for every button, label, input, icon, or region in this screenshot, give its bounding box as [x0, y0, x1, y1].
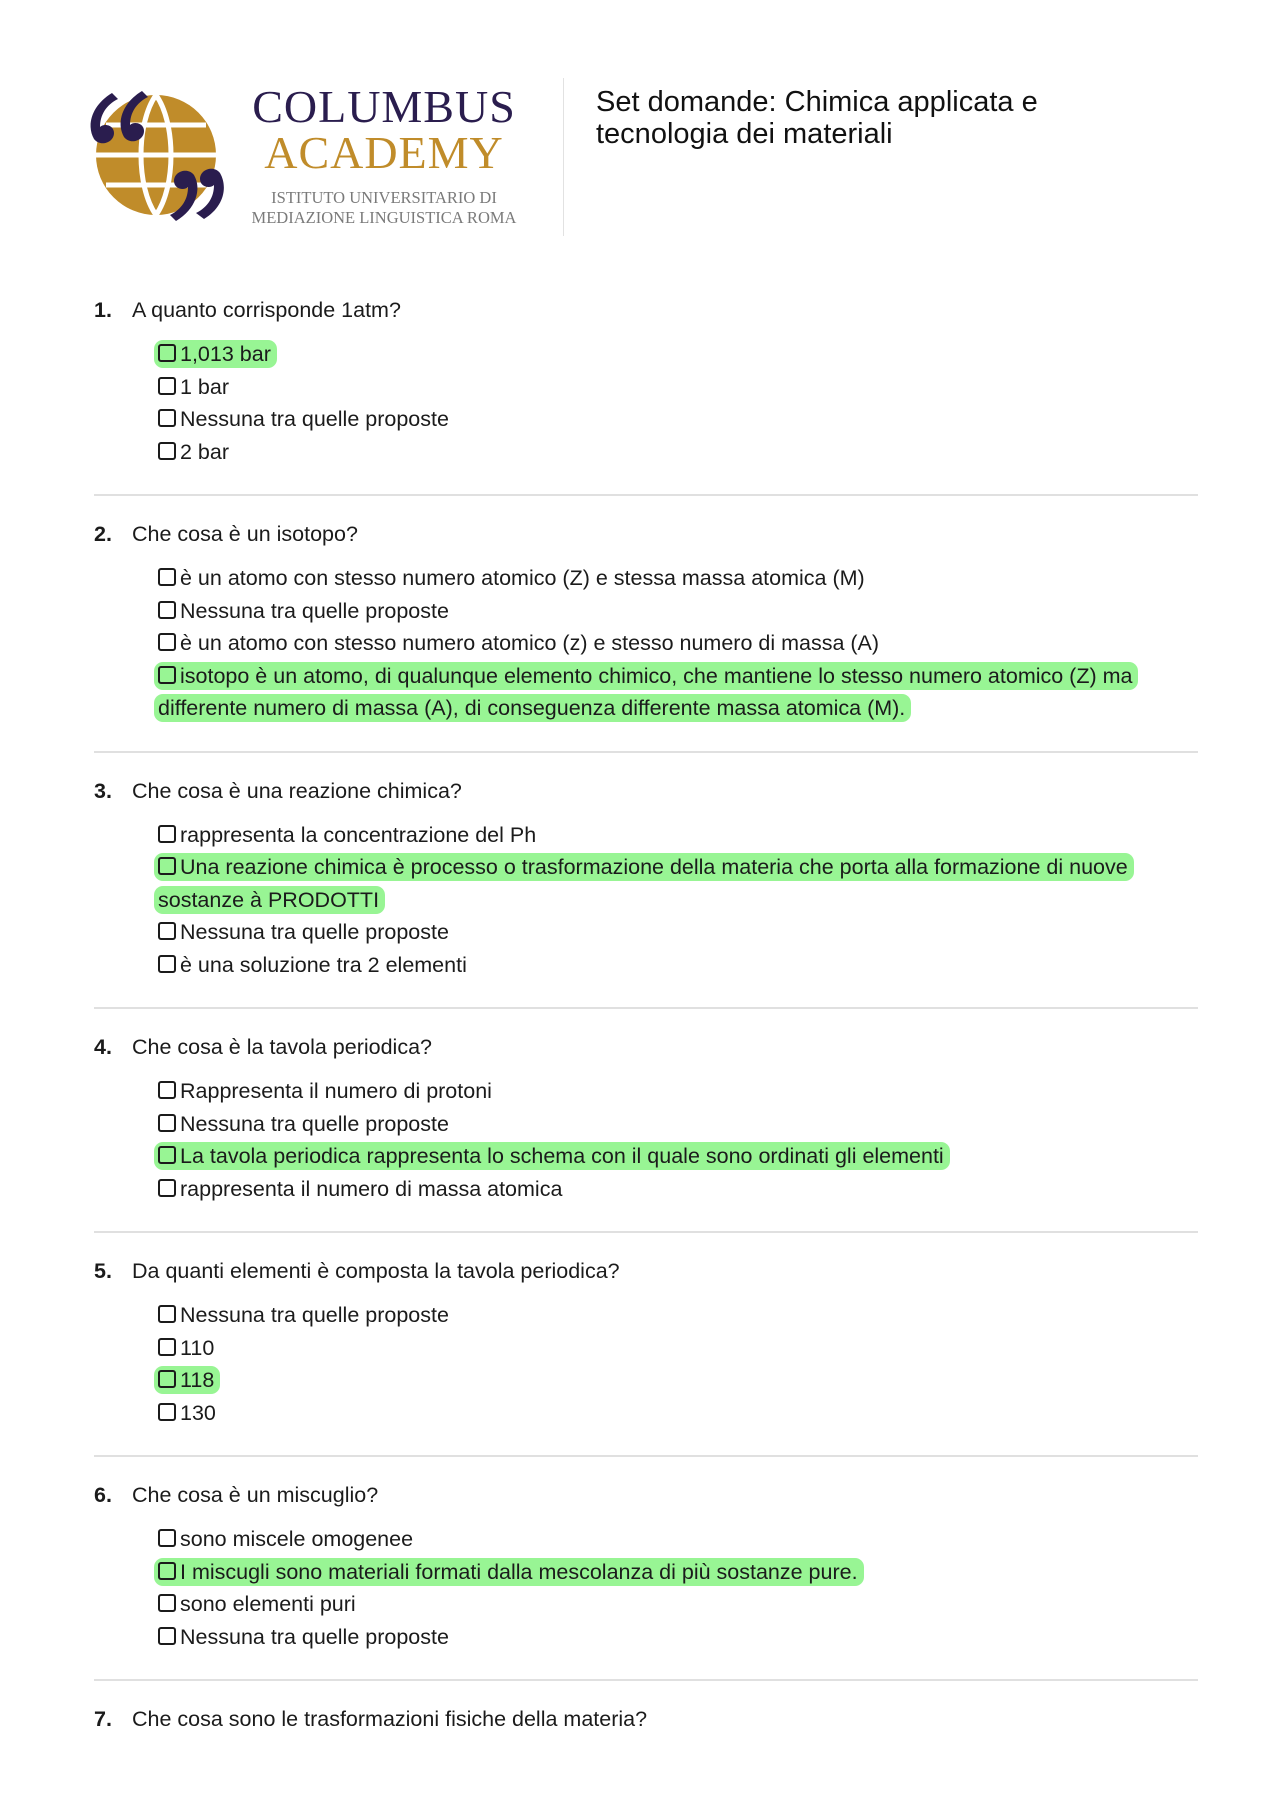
- question-header: [94, 773, 1198, 809]
- checkbox-icon[interactable]: [158, 857, 176, 875]
- checkbox-icon[interactable]: [158, 568, 176, 586]
- answer-options: [94, 1523, 1198, 1653]
- checkbox-icon[interactable]: [158, 601, 176, 619]
- question-text: Che cosa è la tavola periodica?: [132, 1035, 432, 1059]
- correct-answer-highlight: [154, 1558, 864, 1586]
- question-text: Che cosa è una reazione chimica?: [132, 778, 462, 803]
- answer-option[interactable]: [158, 1556, 1198, 1589]
- answer-option-label: Nessuna tra quelle proposte: [180, 598, 449, 623]
- checkbox-icon[interactable]: [158, 344, 176, 362]
- checkbox-icon[interactable]: [158, 1081, 176, 1099]
- question-number: 5.: [94, 1259, 112, 1283]
- checkbox-icon[interactable]: [158, 1562, 176, 1580]
- question-text: Che cosa è un miscuglio?: [132, 1483, 379, 1507]
- checkbox-icon[interactable]: [158, 633, 176, 651]
- answer-option-label: I miscugli sono materiali formati dalla mescolanza di più sostanze pure.: [180, 1559, 858, 1584]
- checkbox-icon[interactable]: [158, 666, 176, 684]
- answer-option[interactable]: [158, 1332, 1198, 1365]
- answer-options: [94, 819, 1198, 982]
- globe-icon: [96, 95, 216, 215]
- question-block: [94, 1029, 1198, 1233]
- checkbox-icon[interactable]: [158, 955, 176, 973]
- answer-option-label: 110: [180, 1335, 215, 1360]
- answer-option[interactable]: [158, 338, 1198, 371]
- answer-option[interactable]: [158, 1173, 1198, 1206]
- answer-option-label: 130: [180, 1400, 216, 1425]
- answer-options: [94, 1075, 1198, 1205]
- answer-option-label: è un atomo con stesso numero atomico (Z) e stessa massa atomica (M): [180, 566, 865, 590]
- answer-option[interactable]: [158, 595, 1198, 628]
- checkbox-icon[interactable]: [158, 1403, 176, 1421]
- question-text: Che cosa è un isotopo?: [132, 522, 358, 546]
- answer-option-label: Rappresenta il numero di protoni: [180, 1079, 492, 1103]
- answer-option[interactable]: [158, 819, 1198, 852]
- question-number: 3.: [94, 778, 112, 803]
- answer-option[interactable]: [158, 1075, 1198, 1108]
- checkbox-icon[interactable]: [158, 442, 176, 460]
- logo-name-line1: COLUMBUS: [252, 81, 516, 132]
- logo-subtitle-line1: ISTITUTO UNIVERSITARIO DI: [271, 188, 497, 207]
- answer-option[interactable]: [158, 1397, 1198, 1430]
- correct-answer-highlight: [154, 853, 1134, 914]
- answer-option-label: Una reazione chimica è processo o trasformazione della materia che porta alla formazione di nuove sostanze à PRODOTTI: [158, 855, 1128, 912]
- document-title: Set domande: Chimica applicata e tecnologia dei materiali: [596, 86, 1038, 150]
- question-number: 2.: [94, 522, 112, 546]
- answer-option-label: rappresenta la concentrazione del Ph: [180, 822, 537, 847]
- answer-option-label: è una soluzione tra 2 elementi: [180, 952, 467, 977]
- question-number: 7.: [94, 1707, 112, 1731]
- question-number: 6.: [94, 1483, 112, 1507]
- checkbox-icon[interactable]: [158, 1146, 176, 1164]
- answer-option[interactable]: [158, 1621, 1198, 1654]
- answer-option-label: Nessuna tra quelle proposte: [180, 407, 449, 431]
- checkbox-icon[interactable]: [158, 1305, 176, 1323]
- logo-text: [234, 81, 534, 228]
- question-text: Che cosa sono le trasformazioni fisiche della materia?: [132, 1707, 648, 1731]
- answer-option-label: 1,013 bar: [180, 342, 271, 366]
- checkbox-icon[interactable]: [158, 1627, 176, 1645]
- answer-option-label: sono elementi puri: [180, 1592, 356, 1616]
- checkbox-icon[interactable]: [158, 1370, 176, 1388]
- answer-option[interactable]: [158, 627, 1198, 660]
- checkbox-icon[interactable]: [158, 1338, 176, 1356]
- answer-option[interactable]: [158, 562, 1198, 595]
- answer-option[interactable]: [158, 851, 1198, 916]
- correct-answer-highlight: [154, 1366, 220, 1394]
- logo-subtitle-line2: MEDIAZIONE LINGUISTICA ROMA: [251, 208, 517, 227]
- answer-option[interactable]: [158, 1140, 1198, 1173]
- answer-option[interactable]: [158, 1588, 1198, 1621]
- answer-option-label: è un atomo con stesso numero atomico (z) e stesso numero di massa (A): [180, 631, 880, 655]
- correct-answer-highlight: [154, 662, 1138, 723]
- columbus-academy-logo-icon: [84, 83, 224, 228]
- checkbox-icon[interactable]: [158, 1529, 176, 1547]
- question-text: Da quanti elementi è composta la tavola periodica?: [132, 1259, 620, 1283]
- answer-option[interactable]: [158, 436, 1198, 469]
- answer-option-label: rappresenta il numero di massa atomica: [180, 1176, 563, 1201]
- answer-option-label: isotopo è un atomo, di qualunque elemento chimico, che mantiene lo stesso numero atomico (Z) ma differente numero di massa (A), di conseguenza differente massa atomica (M).: [158, 663, 1133, 720]
- question-block: [94, 773, 1198, 1010]
- answer-option[interactable]: [158, 371, 1198, 404]
- answer-option-label: Nessuna tra quelle proposte: [180, 1111, 449, 1136]
- question-header: [94, 292, 1198, 328]
- answer-option[interactable]: [158, 1299, 1198, 1332]
- question-header: [94, 1701, 1198, 1737]
- question-header: [94, 1029, 1198, 1065]
- answer-option[interactable]: [158, 949, 1198, 982]
- answer-option-label: sono miscele omogenee: [180, 1527, 414, 1551]
- question-header: [94, 516, 1198, 552]
- answer-option-label: Nessuna tra quelle proposte: [180, 920, 449, 944]
- answer-options: [94, 1299, 1198, 1429]
- question-block: [94, 1477, 1198, 1681]
- answer-option-label: La tavola periodica rappresenta lo schema con il quale sono ordinati gli elementi: [180, 1144, 944, 1168]
- logo-name-line2: ACADEMY: [264, 127, 504, 178]
- question-block: [94, 1701, 1198, 1763]
- answer-option-label: 118: [180, 1368, 215, 1392]
- checkbox-icon[interactable]: [158, 1179, 176, 1197]
- question-text: A quanto corrisponde 1atm?: [132, 298, 401, 322]
- question-block: [94, 516, 1198, 753]
- question-number: 1.: [94, 298, 112, 322]
- answer-options: [94, 562, 1198, 725]
- question-block: [94, 292, 1198, 496]
- checkbox-icon[interactable]: [158, 377, 176, 395]
- answer-option[interactable]: [158, 660, 1198, 725]
- page-header: [84, 78, 1204, 238]
- question-list: [94, 292, 1198, 1783]
- answer-option[interactable]: [158, 1108, 1198, 1141]
- answer-option-label: 1 bar: [180, 374, 230, 399]
- checkbox-icon[interactable]: [158, 409, 176, 427]
- correct-answer-highlight: [154, 340, 277, 368]
- checkbox-icon[interactable]: [158, 1594, 176, 1612]
- answer-option[interactable]: [158, 916, 1198, 949]
- correct-answer-highlight: [154, 1142, 950, 1170]
- checkbox-icon[interactable]: [158, 1114, 176, 1132]
- answer-option[interactable]: [158, 403, 1198, 436]
- answer-option-label: Nessuna tra quelle proposte: [180, 1303, 449, 1327]
- answer-options: [94, 338, 1198, 468]
- question-number: 4.: [94, 1035, 112, 1059]
- question-header: [94, 1477, 1198, 1513]
- answer-option[interactable]: [158, 1364, 1198, 1397]
- question-block: [94, 1253, 1198, 1457]
- answer-option-label: Nessuna tra quelle proposte: [180, 1624, 449, 1649]
- question-header: [94, 1253, 1198, 1289]
- answer-option-label: 2 bar: [180, 439, 230, 464]
- checkbox-icon[interactable]: [158, 922, 176, 940]
- checkbox-icon[interactable]: [158, 825, 176, 843]
- header-divider: [563, 78, 564, 236]
- answer-option[interactable]: [158, 1523, 1198, 1556]
